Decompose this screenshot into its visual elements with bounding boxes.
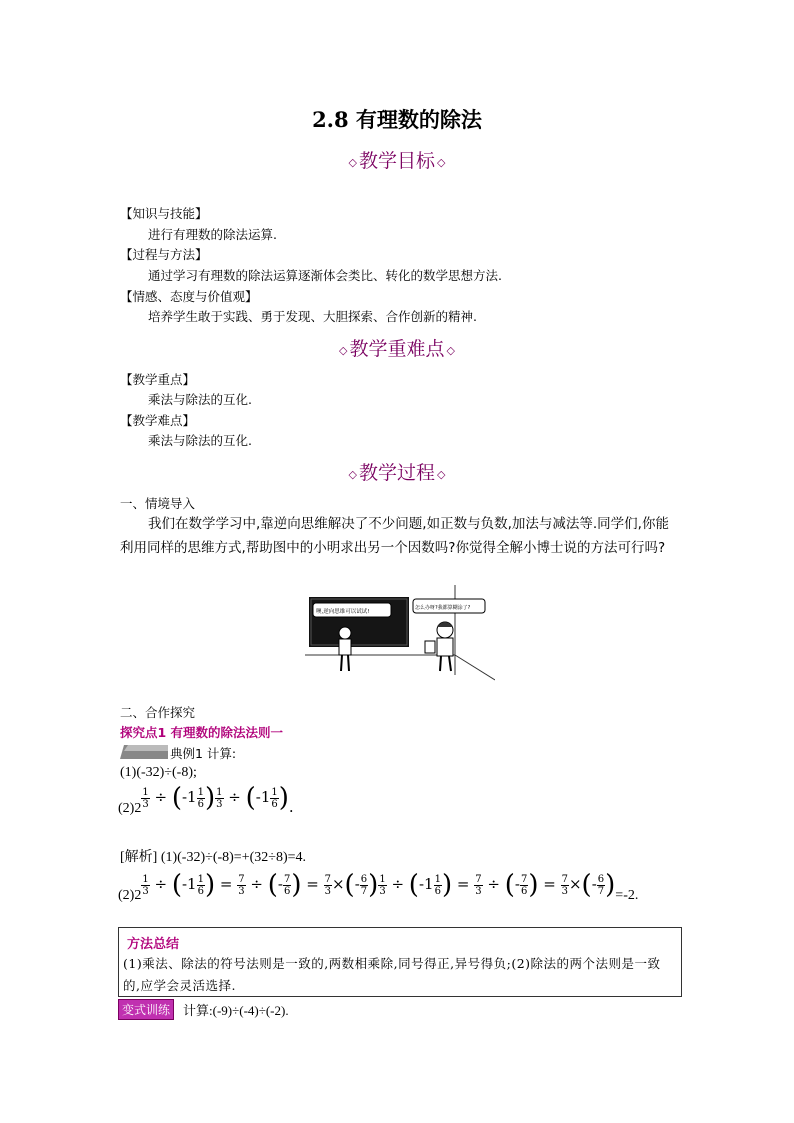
emotion-heading: 【情感、态度与价值观】: [120, 289, 258, 304]
exercise-text: 计算:(-9)÷(-4)÷(-2).: [183, 1003, 289, 1018]
difficulty-text: 乘法与除法的互化.: [148, 433, 252, 448]
diamond-icon: ◇: [339, 343, 348, 357]
section-heading-process: ◇ 教学过程 ◇: [348, 462, 446, 484]
bubble-right-text: 怎么办呀?我都算糊涂了?: [415, 605, 471, 611]
difficulty-heading: 【教学难点】: [120, 413, 196, 428]
example-tab-icon: [120, 745, 168, 759]
method-summary-box: [118, 927, 682, 997]
diamond-icon: ◇: [348, 155, 357, 169]
diamond-icon: ◇: [348, 467, 357, 481]
intro-heading: 一、情境导入: [120, 496, 196, 511]
bubble-left-text: 噢,逆向思维可以试试!: [316, 609, 370, 615]
method-summary-text: (1)乘法、除法的符号法则是一致的,两数相乘除,同号得正,异号得负;(2)除法的两个法则是一致的,应学会灵活选择.: [123, 956, 661, 993]
process-method-heading: 【过程与方法】: [120, 247, 208, 262]
method-summary-title: 方法总结: [127, 937, 180, 952]
section-heading-key-points: ◇ 教学重难点 ◇: [339, 338, 455, 360]
cooperation-heading: 二、合作探究: [120, 705, 196, 720]
intro-paragraph: 我们在数学学习中,靠逆向思维解决了不少问题,如正数与负数,加法与减法等.同学们,你能利用同样的思维方式,帮助图中的小明求出另一个因数吗?你觉得全解小博士说的方法可行吗?: [120, 516, 669, 556]
section-heading-objectives: ◇ 教学目标 ◇: [348, 150, 446, 172]
question-1: (1)(-32)÷(-8);: [120, 765, 197, 780]
classroom-illustration: [305, 585, 495, 685]
diamond-icon: ◇: [437, 467, 446, 481]
focus-text: 乘法与除法的互化.: [148, 392, 252, 407]
analysis-2: (2)2 $\frac{1}{3}$ ÷ (-1 $\frac{1}{6}$ ) = $\frac{7}{3}$ ÷ (- $\frac{7}{6}$ ) = $\frac{7}{3}$ ×(- $\frac{6}{7}$ ) $\frac{1}{3}$ ÷ (-1 $\frac{1}{6}$ ) = $\frac{7}{3}$ ÷ (- $\frac{7}{6}$ ) = $\frac{7}{3}$ ×(- $\frac{6}{7}$ )=-2.: [118, 870, 639, 903]
page-title: 2.8 有理数的除法: [312, 107, 482, 132]
knowledge-heading: 【知识与技能】: [120, 206, 208, 221]
question-2: (2)2 $\frac{1}{3}$ ÷ (-1 $\frac{1}{6}$ ) $\frac{1}{3}$ ÷ (-1 $\frac{1}{6}$ ).: [118, 783, 294, 816]
explore-point-label: 探究点1 有理数的除法法则一: [120, 725, 284, 740]
process-method-text: 通过学习有理数的除法运算逐渐体会类比、转化的数学思想方法.: [148, 268, 502, 283]
focus-heading: 【教学重点】: [120, 372, 196, 387]
variant-training-badge: 变式训练: [118, 999, 174, 1020]
knowledge-text: 进行有理数的除法运算.: [148, 227, 277, 242]
analysis-1: [解析] (1)(-32)÷(-8)=+(32÷8)=4.: [120, 850, 306, 865]
example-label: 典例1 计算:: [170, 746, 237, 761]
diamond-icon: ◇: [446, 343, 455, 357]
diamond-icon: ◇: [437, 155, 446, 169]
emotion-text: 培养学生敢于实践、勇于发现、大胆探索、合作创新的精神.: [148, 309, 477, 324]
